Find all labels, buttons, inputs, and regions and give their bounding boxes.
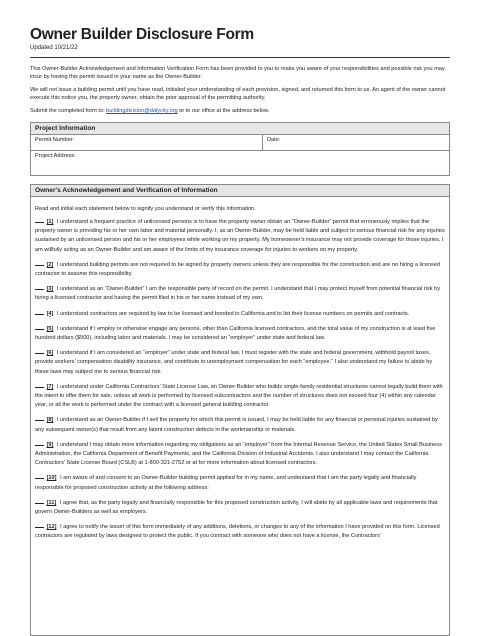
item-text: I understand if I employ or otherwise engage any persons, other than California licensed contractors, and the total value of my construction is at least five hundred dollars ($500), including labor and materials, I may be considered an “employer” under state and federal law.	[35, 325, 436, 341]
acknowledgement-item	[35, 383, 445, 411]
initials-blank[interactable]	[35, 527, 44, 528]
item-text: I understand a frequent practice of unlicensed persons is to have the property owner obtain an “Owner-Builder” permit that erroneously implies that the property owner is providing his or her own labor and material personally. I, as an Owner-Builder, may be held liable and subject to serious financial risk for any injuries sustained by an unlicensed person and his or her employees while working on my property. My homeowner’s insurance may not provide coverage for those injuries. I am willfully acting as an Owner-Builder and am aware of the limits of my insurance coverage for injuries to workers on my property.	[35, 218, 445, 253]
intro-paragraph-2: We will not issue a building permit until you have read, initialed your understanding of each provision, signed, and returned this form to us. An agent of the owner cannot execute this notice you, the property owner, obtain the prior approval of the permitting authority.	[30, 87, 446, 101]
permit-date-row	[31, 135, 449, 151]
acknowledgement-item	[35, 310, 445, 319]
item-text: I understand building permits are not required to be signed by property owners unless they are responsible for the construction and are no hiring a licensed contractor to assume this responsibility.	[35, 261, 441, 277]
intro-paragraph-1: This Owner-Builder Acknowledgement and Information Verification Form has been provided to you to make you aware of your responsibilities and possible risk you may incur by having this permit issued in your name as the Owner-Builder.	[30, 66, 445, 80]
acknowledgement-section	[30, 184, 450, 636]
initials-blank[interactable]	[35, 289, 44, 290]
initials-blank[interactable]	[35, 353, 44, 354]
item-number: [11]	[46, 499, 57, 506]
project-information-heading: Project Information	[31, 123, 449, 135]
initials-blank[interactable]	[35, 222, 44, 223]
acknowledgement-item	[35, 325, 445, 343]
permit-number-label: Permit Number:	[35, 136, 75, 143]
initials-blank[interactable]	[35, 314, 44, 315]
submit-suffix: or to our office at the address below.	[177, 108, 270, 115]
acknowledgement-item	[35, 499, 445, 517]
item-number: [8]	[46, 417, 54, 424]
initials-blank[interactable]	[35, 329, 44, 330]
item-text: I understand contractors are required by law to be licensed and bonded in California and to list their license numbers on permits and contracts.	[55, 310, 410, 317]
acknowledgement-item	[35, 441, 445, 469]
initials-blank[interactable]	[35, 445, 44, 446]
item-number: [4]	[46, 310, 54, 317]
item-number: [12]	[46, 524, 57, 531]
item-text: I am aware of and consent to an Owner-Builder building permit applied for in my name, and understand that I am the party legally and financially responsible for proposed construction activity at the following address:	[35, 475, 417, 491]
date-field[interactable]	[263, 135, 449, 150]
item-number: [2]	[46, 261, 54, 268]
permit-number-field[interactable]	[31, 135, 263, 150]
acknowledgement-heading: Owner's Acknowledgement and Verification of Information	[31, 185, 449, 197]
initials-blank[interactable]	[35, 478, 44, 479]
item-number: [7]	[46, 383, 54, 390]
page-title: Owner Builder Disclosure Form	[30, 26, 254, 43]
initials-blank[interactable]	[35, 503, 44, 504]
submit-instructions	[30, 108, 450, 116]
acknowledgement-item	[35, 474, 445, 492]
item-number: [10]	[46, 475, 57, 482]
item-number: [6]	[46, 350, 54, 357]
item-text: I agree to notify the issuer of this form immediately of any additions, deletions, or changes to any of the information I have provided on this form. Licensed contractors are regulated by laws designed to protect the public. If you contract with someone who does not have a license, the Contractors’	[35, 524, 440, 540]
item-text: I understand I may obtain more information regarding my obligations as an “employer” from the Internal Revenue Service, the United States Small Business Administration, the California Department of Benefit Payments, and the California Division of Industrial Accidents. I also understand I may contact the California Contractors’ State License Board (CSLB) at 1-800-321-2752 or at for more information about licensed contractors.	[35, 441, 442, 467]
project-address-field[interactable]	[31, 151, 449, 175]
acknowledgement-list	[35, 218, 445, 542]
item-number: [9]	[46, 441, 54, 448]
initials-blank[interactable]	[35, 265, 44, 266]
acknowledgement-body	[31, 197, 449, 542]
acknowledgement-item	[35, 218, 445, 255]
initials-blank[interactable]	[35, 420, 44, 421]
acknowledgement-instruction: Read and initial each statement below to signify you understand or verify this information.	[35, 205, 256, 212]
project-information-section	[30, 122, 450, 176]
updated-date: Updated 10/21/22	[30, 45, 450, 58]
item-text: I understand as an Owner-Builder if I sell the property for which this permit is issued, I may be held liable for any financial or personal injuries sustained by any subsequent owner(s) that result from any latent construction defects in the workmanship or materials.	[35, 417, 438, 433]
acknowledgement-item	[35, 261, 445, 279]
date-label: Date:	[267, 136, 281, 143]
project-address-label: Project Address:	[35, 152, 76, 159]
acknowledgement-item	[35, 285, 445, 303]
acknowledgement-item	[35, 349, 445, 377]
item-number: [5]	[46, 325, 54, 332]
item-number: [1]	[46, 218, 54, 225]
acknowledgement-item	[35, 416, 445, 434]
acknowledgement-item	[35, 523, 445, 541]
item-text: I understand under California Contractors’ State License Law, an Owner-Builder who builds single-family residential structures cannot legally build them with the intent to offer them for sale, unless all work is performed by licensed subcontractors and the number of structures does not exceed four (4) within any calendar year, or all the work is performed under the contract with a licensed general building contractor.	[35, 383, 443, 409]
item-number: [3]	[46, 286, 54, 293]
email-link[interactable]: buildingdivision@dalycity.org	[106, 108, 178, 115]
submit-prefix: Submit the completed form to:	[30, 108, 107, 115]
address-row	[31, 151, 449, 175]
initials-blank[interactable]	[35, 387, 44, 388]
item-text: I understand if I am considered an “employer” under state and federal law, I must register with the state and federal government, withhold payroll taxes, provide workers’ compensation disability insurance, and contribute to unemployment compensation for each “employee.” I also understand my failure to abide by these laws may subject me to serious financial risk.	[35, 350, 433, 375]
item-text: I agree that, as the party legally and financially responsible for this proposed construction activity, I will abide by all applicable laws and requirements that govern Owner-Builders as well as employers.	[35, 499, 438, 516]
item-text: I understand as an “Owner-Builder” I am the responsible party of record on the permit. I understand that I may protect myself from potential financial risk by hiring a licensed contractor and having the permit filed in his or her name instead of my own.	[35, 286, 441, 302]
